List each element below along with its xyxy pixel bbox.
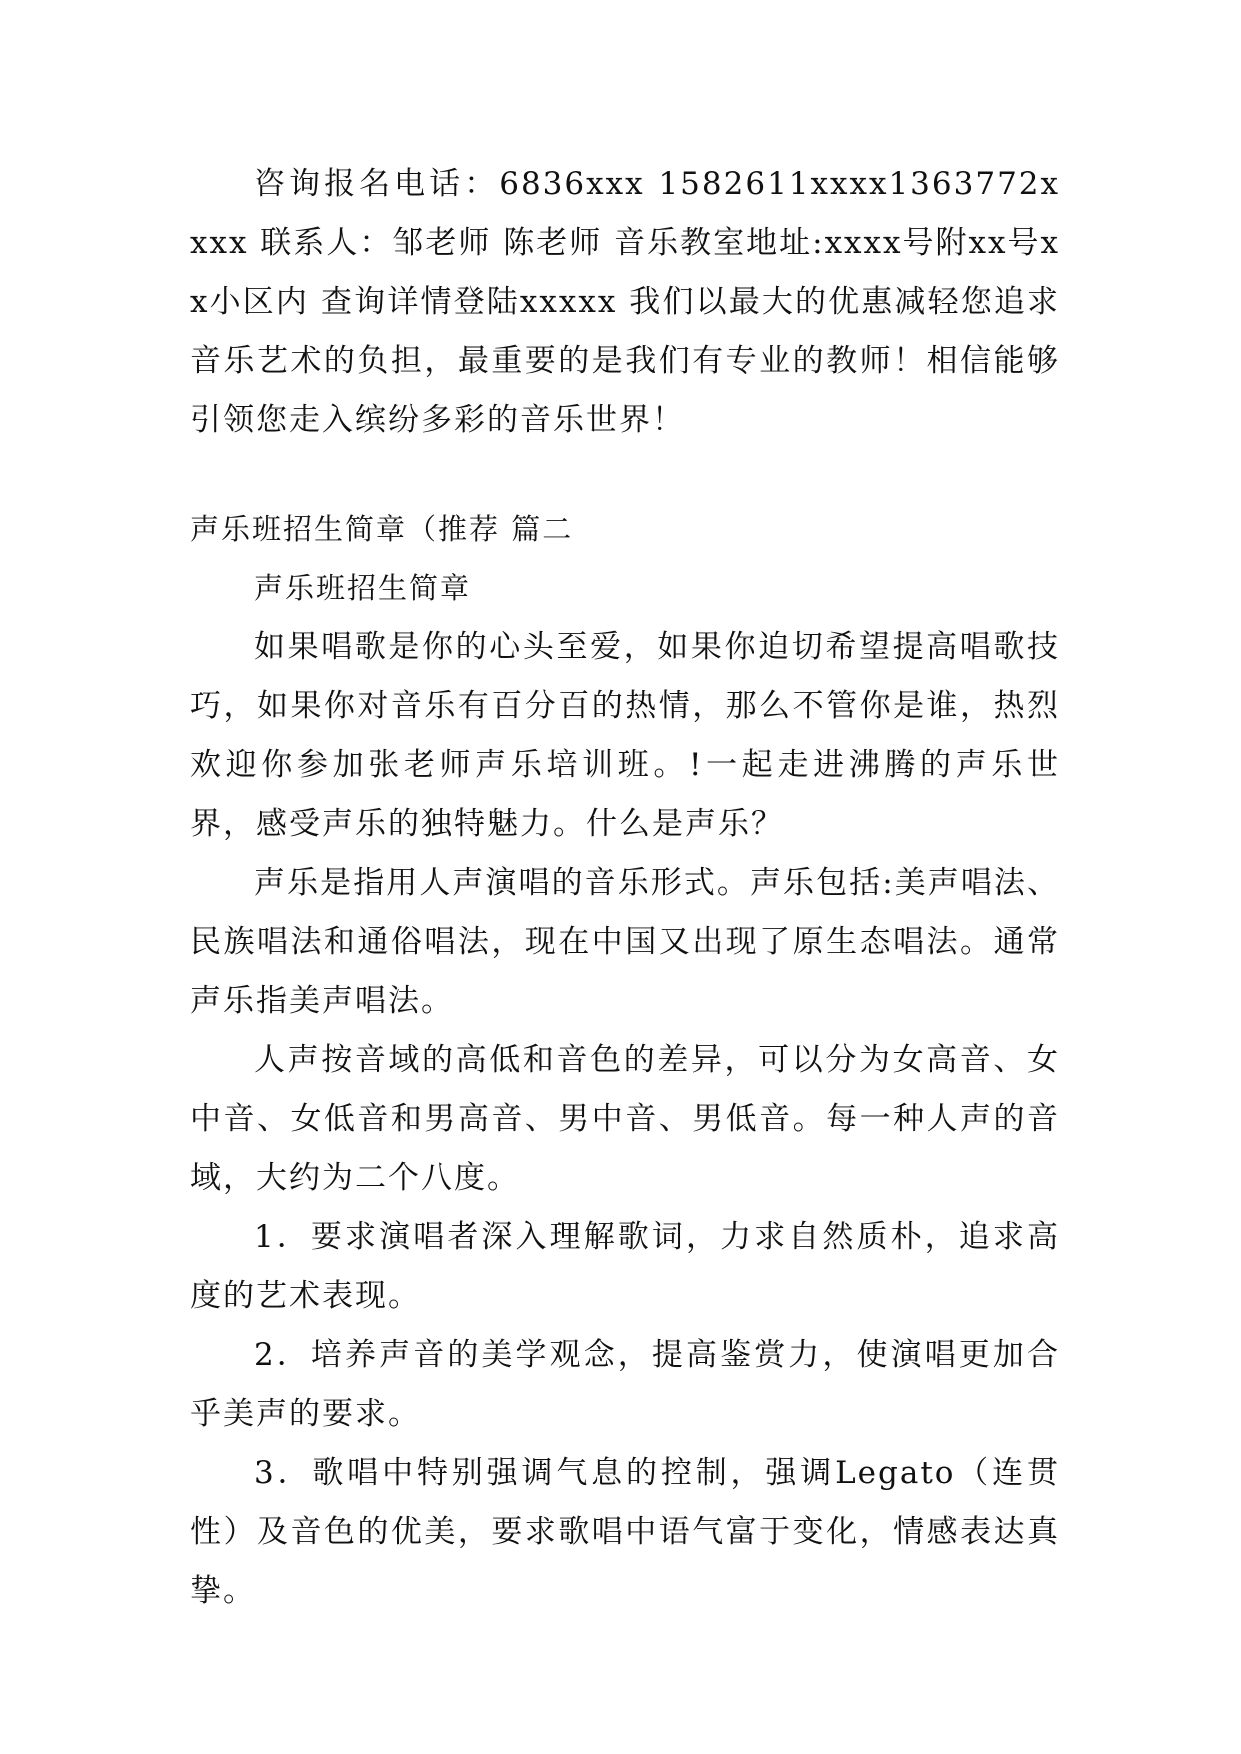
sub-title: 声乐班招生简章 bbox=[254, 571, 472, 605]
intro-paragraph: 如果唱歌是你的心头至爱，如果你迫切希望提高唱歌技巧，如果你对音乐有百分百的热情，那么不管你是谁，热烈欢迎你参加张老师声乐培训班。!一起走进沸腾的声乐世界，感受声乐的独特魅力。什么是声乐？ bbox=[190, 629, 1060, 842]
definition-paragraph: 声乐是指用人声演唱的音乐形式。声乐包括:美声唱法、民族唱法和通俗唱法，现在中国又出现了原生态唱法。通常声乐指美声唱法。 bbox=[190, 865, 1060, 1019]
requirement-3-paragraph: 3．歌唱中特别强调气息的控制，强调Legato（连贯性）及音色的优美，要求歌唱中语气富于变化，情感表达真挚。 bbox=[190, 1455, 1060, 1609]
requirement-1-paragraph: 1．要求演唱者深入理解歌词，力求自然质朴，追求高度的艺术表现。 bbox=[190, 1219, 1060, 1314]
contact-paragraph: 咨询报名电话：6836xxx 1582611xxxx1363772xxxx 联系人：邹老师 陈老师 音乐教室地址:xxxx号附xx号xx小区内 查询详情登陆xxxxx 我们以最大的优惠减轻您追求音乐艺术的负担，最重要的是我们有专业的教师！相信能够引领您走入缤纷多彩的音乐世界！ bbox=[190, 166, 1060, 438]
section-title: 声乐班招生简章（推荐 篇二 bbox=[190, 512, 574, 546]
document-content bbox=[190, 155, 1060, 1621]
section-spacer bbox=[190, 450, 1060, 500]
voice-range-paragraph: 人声按音域的高低和音色的差异，可以分为女高音、女中音、女低音和男高音、男中音、男低音。每一种人声的音域，大约为二个八度。 bbox=[190, 1042, 1060, 1196]
requirement-2-paragraph: 2．培养声音的美学观念，提高鉴赏力，使演唱更加合乎美声的要求。 bbox=[190, 1337, 1060, 1432]
